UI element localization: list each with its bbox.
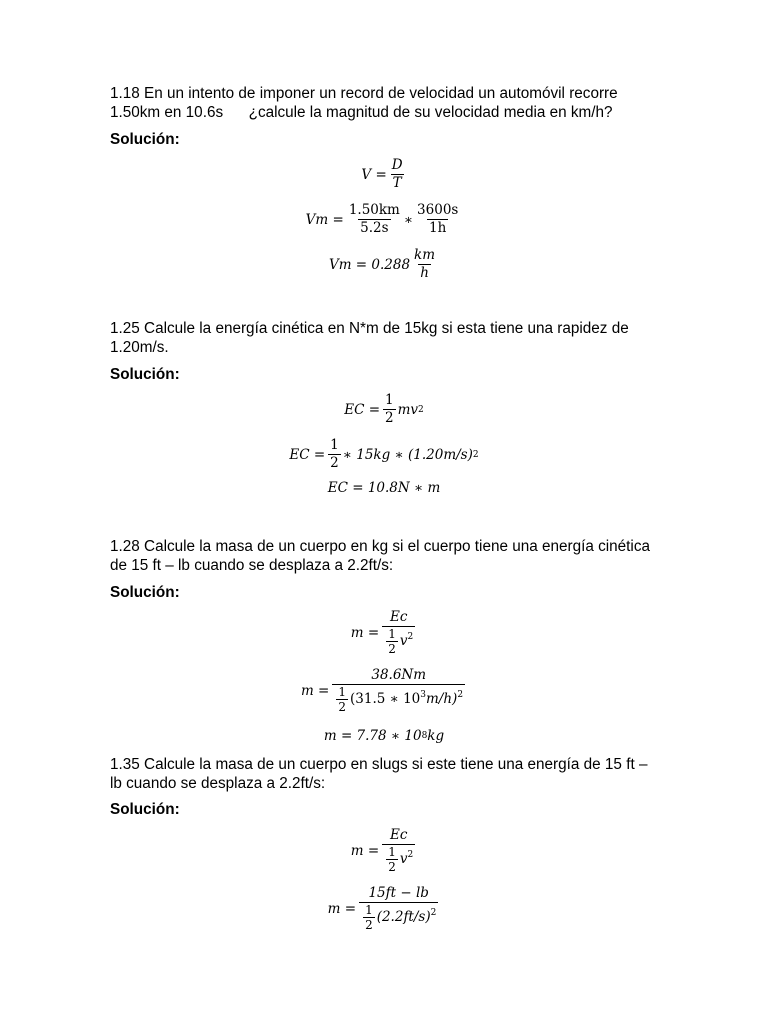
exponent: 2 xyxy=(407,632,414,642)
fraction xyxy=(386,628,398,655)
equation-mass-result: m = 7.78 ∗ 10 8 kg xyxy=(323,728,445,744)
numerator: km xyxy=(414,247,436,263)
eq-lhs: m = xyxy=(350,842,380,859)
fraction xyxy=(382,610,415,655)
numerator: 1 xyxy=(365,903,373,917)
eq-tail: m/h) xyxy=(426,691,458,707)
denominator: 2 xyxy=(385,410,394,426)
eq-rhs: v xyxy=(399,633,408,649)
numerator: 1 xyxy=(330,437,339,453)
eq-lhs: m = xyxy=(300,682,330,699)
eq-text: EC = 10.8N ∗ m xyxy=(327,480,441,496)
fraction xyxy=(363,904,375,931)
equation-velocity-result xyxy=(0,248,768,281)
eq-lhs: EC = xyxy=(344,401,381,418)
exponent: 3 xyxy=(420,690,426,700)
eq-lhs: Vm = 0.288 xyxy=(328,256,411,273)
fraction xyxy=(415,203,460,236)
numerator: 3600s xyxy=(417,202,459,218)
fraction xyxy=(347,203,402,236)
fraction xyxy=(336,686,348,713)
numerator: 1 xyxy=(338,685,346,699)
fraction xyxy=(412,248,437,281)
eq-lhs: Vm = xyxy=(305,211,344,228)
exponent: 2 xyxy=(457,690,464,700)
fraction xyxy=(359,886,438,931)
denominator: T xyxy=(392,175,402,191)
solution-label: Solución: xyxy=(110,131,180,148)
operator: ∗ xyxy=(403,211,414,228)
denominator: 2 xyxy=(388,642,396,656)
denominator: 2 xyxy=(330,455,339,471)
denominator xyxy=(382,626,415,655)
equation-mass-slugs-definition xyxy=(0,828,768,873)
eq-rhs: (2.2ft/s) xyxy=(376,909,431,925)
fraction xyxy=(382,828,415,873)
solution-label: Solución: xyxy=(110,801,180,818)
eq-lhs: m = xyxy=(350,624,380,641)
equation-velocity-definition xyxy=(0,158,768,191)
statement-line: 1.18 En un intento de imponer un record de velocidad un automóvil recorre xyxy=(110,85,618,102)
statement-line: 1.28 Calcule la masa de un cuerpo en kg si el cuerpo tiene una energía cinética xyxy=(110,538,650,555)
statement-line: 1.20m/s. xyxy=(110,339,169,356)
eq-base: m = 7.78 ∗ 10 xyxy=(323,728,422,744)
problem-1-25-statement xyxy=(110,319,670,357)
numerator: 1 xyxy=(385,392,394,408)
eq-lhs: V = xyxy=(361,166,387,183)
denominator: 1h xyxy=(429,220,447,236)
numerator: 15ft − lb xyxy=(368,885,429,901)
denominator xyxy=(382,844,415,873)
equation-kinetic-energy-substitution: EC = $\frac{1}{2}$ ∗ 15kg ∗ (1.20m/s) 2 xyxy=(289,437,479,471)
equation-mass-substitution xyxy=(0,668,768,713)
statement-line: 1.35 Calcule la masa de un cuerpo en slugs si este tiene una energía de 15 ft – xyxy=(110,756,648,773)
denominator: 2 xyxy=(338,700,346,714)
exponent: 2 xyxy=(407,850,414,860)
fraction xyxy=(386,846,398,873)
numerator: 1.50km xyxy=(348,202,400,218)
numerator: 1 xyxy=(388,845,396,859)
denominator: h xyxy=(420,265,429,281)
denominator: 2 xyxy=(365,918,373,932)
fraction xyxy=(383,393,396,426)
denominator: 2 xyxy=(388,860,396,874)
equation-kinetic-energy-result xyxy=(0,480,768,496)
equation-kinetic-energy-definition: EC = $\frac{1}{2}$ mv 2 xyxy=(344,392,424,426)
eq-rhs: mv xyxy=(397,401,419,418)
fraction xyxy=(328,438,341,471)
eq-rhs: v xyxy=(399,851,408,867)
numerator: 1 xyxy=(388,627,396,641)
eq-tail: kg xyxy=(427,728,445,744)
numerator: Ec xyxy=(389,827,408,843)
eq-rhs: (31.5 ∗ 10 xyxy=(350,691,421,707)
problem-1-28-statement xyxy=(110,537,670,575)
fraction xyxy=(332,668,465,713)
numerator: D xyxy=(391,157,403,173)
denominator: 5.2s xyxy=(360,220,389,236)
denominator xyxy=(332,684,465,713)
statement-line: 1.25 Calcule la energía cinética en N*m de 15kg si esta tiene una rapidez de xyxy=(110,320,629,337)
eq-rhs: ∗ 15kg ∗ (1.20m/s) xyxy=(342,446,473,463)
statement-line: lb cuando se desplaza a 2.2ft/s: xyxy=(110,775,326,792)
equation-mass-definition xyxy=(0,610,768,655)
numerator: 38.6Nm xyxy=(371,667,427,683)
solution-label: Solución: xyxy=(110,366,180,383)
eq-lhs: m = xyxy=(327,900,357,917)
numerator: Ec xyxy=(389,609,408,625)
fraction xyxy=(390,158,405,191)
problem-1-18-statement xyxy=(110,84,670,122)
equation-velocity-substitution xyxy=(0,203,768,236)
denominator xyxy=(359,902,438,931)
statement-line: 1.50km en 10.6s ¿calcule la magnitud de su velocidad media en km/h? xyxy=(110,104,613,121)
statement-line: de 15 ft – lb cuando se desplaza a 2.2ft/s: xyxy=(110,557,394,574)
equation-mass-slugs-substitution xyxy=(0,886,768,931)
solution-label: Solución: xyxy=(110,584,180,601)
exponent: 2 xyxy=(430,908,437,918)
eq-lhs: EC = xyxy=(289,446,326,463)
problem-1-35-statement xyxy=(110,755,670,793)
